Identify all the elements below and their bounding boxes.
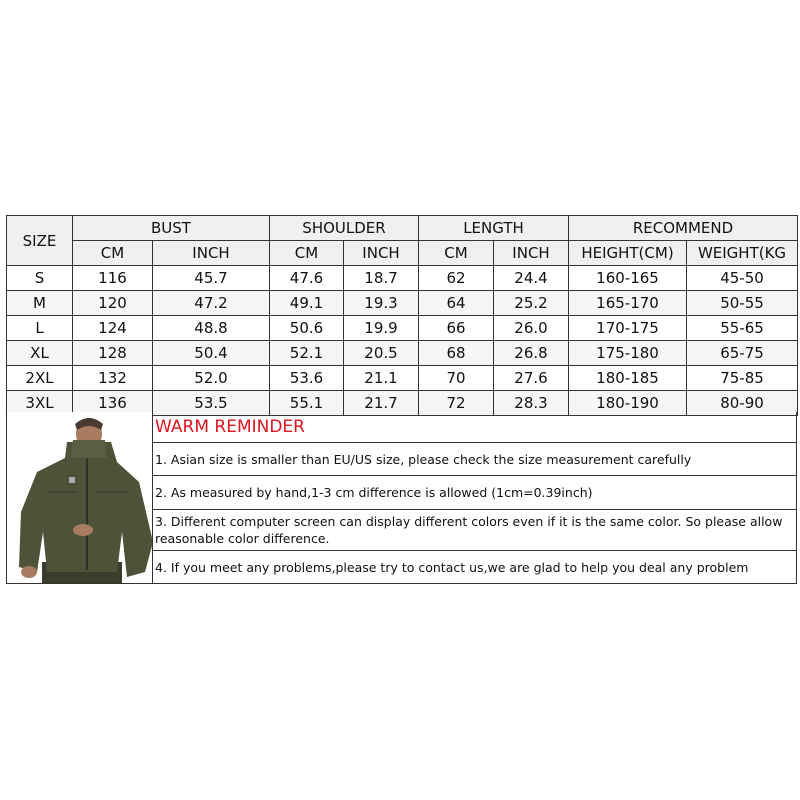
warm-reminder-section xyxy=(6,412,797,584)
size-row xyxy=(7,341,798,366)
size-row xyxy=(7,291,798,316)
value-cell: 49.1 xyxy=(270,291,344,316)
size-row xyxy=(7,316,798,341)
reminder-item: 4. If you meet any problems,please try to contact us,we are glad to help you deal any problem xyxy=(155,559,749,575)
value-cell: 50.6 xyxy=(270,316,344,341)
value-cell: 72 xyxy=(419,391,494,416)
value-cell: 52.1 xyxy=(270,341,344,366)
value-cell: 136 xyxy=(73,391,153,416)
value-cell: 20.5 xyxy=(344,341,419,366)
unit-header: HEIGHT(CM) xyxy=(569,241,687,266)
value-cell: 53.6 xyxy=(270,366,344,391)
size-row xyxy=(7,366,798,391)
unit-header: INCH xyxy=(153,241,270,266)
value-cell: 128 xyxy=(73,341,153,366)
value-cell: 124 xyxy=(73,316,153,341)
value-cell: 47.2 xyxy=(153,291,270,316)
length-header: LENGTH xyxy=(419,216,569,241)
value-cell: 45.7 xyxy=(153,266,270,291)
value-cell: 28.3 xyxy=(494,391,569,416)
value-cell: 53.5 xyxy=(153,391,270,416)
unit-header: CM xyxy=(270,241,344,266)
unit-header: CM xyxy=(73,241,153,266)
value-cell: 52.0 xyxy=(153,366,270,391)
value-cell: 47.6 xyxy=(270,266,344,291)
value-cell: 132 xyxy=(73,366,153,391)
value-cell: 70 xyxy=(419,366,494,391)
value-cell: 45-50 xyxy=(687,266,798,291)
value-cell: 75-85 xyxy=(687,366,798,391)
value-cell: 80-90 xyxy=(687,391,798,416)
value-cell: 25.2 xyxy=(494,291,569,316)
reminder-item: 1. Asian size is smaller than EU/US size, please check the size measurement carefully xyxy=(153,443,796,476)
group-header-row xyxy=(7,216,798,241)
value-cell: 26.8 xyxy=(494,341,569,366)
value-cell: 27.6 xyxy=(494,366,569,391)
warm-reminder-title: WARM REMINDER xyxy=(153,412,796,443)
size-cell: S xyxy=(7,266,73,291)
value-cell: 170-175 xyxy=(569,316,687,341)
unit-header: INCH xyxy=(344,241,419,266)
unit-header: CM xyxy=(419,241,494,266)
value-cell: 66 xyxy=(419,316,494,341)
value-cell: 68 xyxy=(419,341,494,366)
value-cell: 120 xyxy=(73,291,153,316)
size-cell: 3XL xyxy=(7,391,73,416)
value-cell: 116 xyxy=(73,266,153,291)
value-cell: 19.3 xyxy=(344,291,419,316)
size-cell: M xyxy=(7,291,73,316)
value-cell: 21.7 xyxy=(344,391,419,416)
unit-header-row xyxy=(7,241,798,266)
value-cell: 24.4 xyxy=(494,266,569,291)
value-cell: 50-55 xyxy=(687,291,798,316)
jacket-model-image xyxy=(7,412,152,583)
value-cell: 50.4 xyxy=(153,341,270,366)
size-chart-table xyxy=(6,215,798,416)
shoulder-header: SHOULDER xyxy=(270,216,419,241)
size-header: SIZE xyxy=(7,216,73,266)
value-cell: 165-170 xyxy=(569,291,687,316)
size-cell: 2XL xyxy=(7,366,73,391)
size-cell: XL xyxy=(7,341,73,366)
size-cell: L xyxy=(7,316,73,341)
reminder-item: 3. Different computer screen can display different colors even if it is the same color. So please allow reasonable color difference. xyxy=(153,510,796,551)
bust-header: BUST xyxy=(73,216,270,241)
value-cell: 180-185 xyxy=(569,366,687,391)
product-photo xyxy=(7,412,153,583)
reminder-item: 2. As measured by hand,1-3 cm difference is allowed (1cm=0.39inch) xyxy=(153,476,796,510)
value-cell: 62 xyxy=(419,266,494,291)
value-cell: 180-190 xyxy=(569,391,687,416)
value-cell: 175-180 xyxy=(569,341,687,366)
unit-header: INCH xyxy=(494,241,569,266)
recommend-header: RECOMMEND xyxy=(569,216,798,241)
value-cell: 19.9 xyxy=(344,316,419,341)
value-cell: 21.1 xyxy=(344,366,419,391)
value-cell: 55-65 xyxy=(687,316,798,341)
unit-header: WEIGHT(KG xyxy=(687,241,798,266)
value-cell: 26.0 xyxy=(494,316,569,341)
value-cell: 55.1 xyxy=(270,391,344,416)
size-row xyxy=(7,266,798,291)
value-cell: 65-75 xyxy=(687,341,798,366)
value-cell: 18.7 xyxy=(344,266,419,291)
value-cell: 64 xyxy=(419,291,494,316)
value-cell: 48.8 xyxy=(153,316,270,341)
value-cell: 160-165 xyxy=(569,266,687,291)
